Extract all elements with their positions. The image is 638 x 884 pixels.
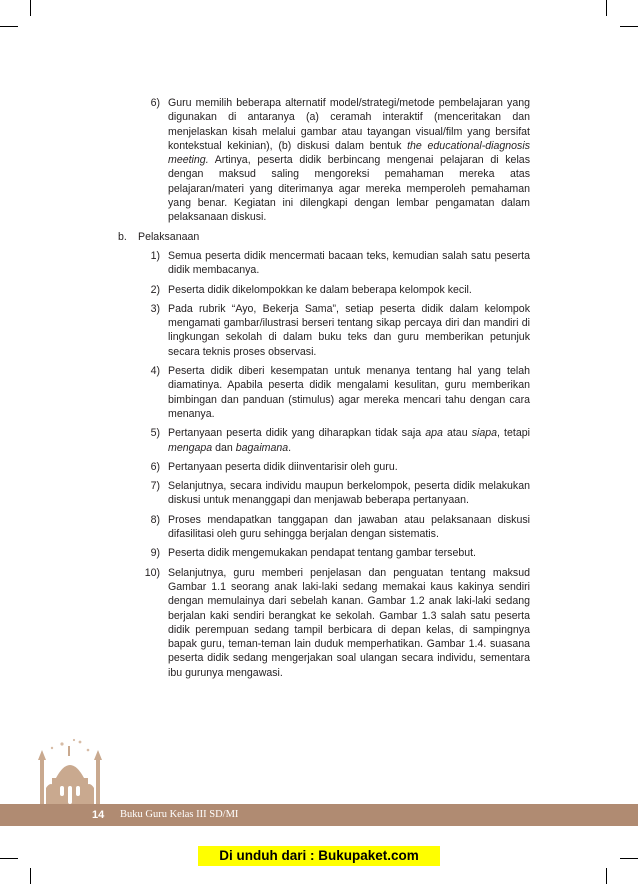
crop-mark bbox=[606, 868, 607, 884]
page-content bbox=[118, 96, 530, 685]
text-run: Semua peserta didik mencermati bacaan teks, kemudian salah satu peserta didik membacanya. bbox=[168, 249, 530, 277]
item-number: 5) bbox=[150, 427, 160, 440]
item-text bbox=[168, 364, 530, 421]
text-run: atau bbox=[442, 427, 472, 440]
text-run: Artinya, peserta didik berbincang mengenai pelajaran di kelas dengan maksud saling mengoreksi pemahaman mereka atas pelajaran/materi yang diterimanya agar mereka memperoleh pemahaman yang benar. Kegiatan ini dilengkapi dengan lembar pengamatan dalam pelaksanaan diskusi. bbox=[168, 154, 530, 224]
item-number: 3) bbox=[150, 302, 160, 315]
list-item bbox=[118, 302, 530, 359]
item-text bbox=[168, 566, 530, 680]
text-run: Selanjutnya, guru memberi penjelasan dan penguatan tentang maksud Gambar 1.1 seorang anak laki-laki sedang memakai kaus kakinya sendiri dengan memulainya dari sebelah kanan. Gambar 1.2 anak laki-laki sedang berjalan kaki sendiri berangkat ke sekolah. Gambar 1.3 salah satu peserta didik perempuan sedang tampil berbicara di depan kelas, di sampingnya bapak guru, teman-teman lain duduk memperhatikan. Gambar 1.4. suasana peserta didik sedang mengerjakan soal ulangan secara individu, sementara ibu gurunya mengawasi. bbox=[168, 566, 530, 679]
download-banner[interactable]: Di unduh dari : Bukupaket.com bbox=[198, 846, 440, 866]
item-text bbox=[168, 460, 530, 474]
text-run: Selanjutnya, secara individu maupun berkelompok, peserta didik melakukan diskusi untuk menanggapi dan menjawab beberapa pertanyaan. bbox=[168, 480, 530, 507]
item-text bbox=[168, 546, 530, 560]
mosque-icon bbox=[32, 738, 110, 804]
list-item bbox=[118, 546, 530, 560]
list-item bbox=[118, 96, 530, 225]
section-title: Pelaksanaan bbox=[138, 230, 200, 243]
crop-mark bbox=[620, 26, 638, 27]
text-run: Pada rubrik “Ayo, Bekerja Sama”, setiap peserta didik dalam kelompok mengamati gambar/ilustrasi berseri tentang sikap percaya diri dan mandiri di lingkungan sekolah di dalam buku teks dan guru memberikan petunjuk secara teknis proses observasi. bbox=[168, 302, 530, 358]
italic-text: mengapa bbox=[168, 441, 213, 454]
italic-text: the educational-diagnosis meeting. bbox=[168, 139, 530, 167]
italic-text: siapa bbox=[471, 427, 498, 440]
list-item bbox=[118, 479, 530, 508]
item-number: 6) bbox=[150, 97, 160, 109]
crop-mark bbox=[0, 858, 18, 859]
item-text bbox=[168, 283, 530, 297]
item-text bbox=[168, 302, 530, 359]
text-run: Peserta didik dikelompokkan ke dalam beberapa kelompok kecil. bbox=[168, 283, 472, 296]
section-letter: b. bbox=[118, 230, 127, 243]
list-item bbox=[118, 566, 530, 680]
item-text bbox=[168, 479, 530, 508]
item-number: 2) bbox=[150, 283, 160, 296]
text-run: . bbox=[288, 441, 292, 454]
text-run: Peserta didik mengemukakan pendapat tentang gambar tersebut. bbox=[168, 547, 477, 560]
item-text bbox=[168, 249, 530, 278]
italic-text: apa bbox=[425, 427, 443, 440]
list-item bbox=[118, 426, 530, 455]
list-item bbox=[118, 364, 530, 421]
item-text bbox=[168, 513, 530, 542]
numbered-list bbox=[118, 249, 530, 680]
list-item bbox=[118, 460, 530, 474]
item-number: 9) bbox=[150, 547, 160, 560]
text-run: , tetapi bbox=[497, 427, 530, 440]
list-item bbox=[118, 513, 530, 542]
text-run: Proses mendapatkan tanggapan dan jawaban atau pelaksanaan diskusi difasilitasi oleh guru sehingga berjalan dengan sistematis. bbox=[168, 513, 530, 541]
text-run: Pertanyaan peserta didik diinventarisir oleh guru. bbox=[168, 460, 398, 473]
crop-mark bbox=[606, 0, 607, 16]
crop-mark bbox=[30, 868, 31, 884]
item-number: 7) bbox=[150, 480, 160, 493]
numbered-list bbox=[118, 96, 530, 225]
list-item bbox=[118, 249, 530, 278]
item-number: 4) bbox=[150, 365, 160, 378]
item-number: 8) bbox=[150, 513, 160, 526]
text-run: Pertanyaan peserta didik yang diharapkan tidak saja bbox=[168, 427, 426, 440]
crop-mark bbox=[30, 0, 31, 16]
text-run: Peserta didik diberi kesempatan untuk menanya tentang hal yang telah diamatinya. Apabila peserta didik mengalami kesulitan, guru memberikan bimbingan dan panduan (stimulus) agar mereka mencari tahu dengan cara menanya. bbox=[168, 365, 530, 420]
item-number: 1) bbox=[150, 249, 160, 262]
item-number: 6) bbox=[150, 460, 160, 473]
item-number: 10) bbox=[144, 566, 160, 579]
text-run: Guru memilih beberapa alternatif model/strategi/metode pembelajaran yang digunakan di antaranya (a) ceramah interaktif (menceritakan dan menjelaskan kisah melalui gambar atau tayangan visual/film yang bersifat kontekstual kekinian), (b) diskusi dalam bentuk bbox=[168, 97, 530, 152]
section-heading bbox=[118, 230, 530, 244]
list-item bbox=[118, 283, 530, 297]
item-text bbox=[168, 96, 530, 225]
crop-mark bbox=[620, 858, 638, 859]
item-text bbox=[168, 426, 530, 455]
italic-text: bagaimana bbox=[235, 441, 289, 454]
book-title: Buku Guru Kelas III SD/MI bbox=[120, 809, 239, 820]
text-run: dan bbox=[212, 441, 236, 454]
page-number: 14 bbox=[92, 809, 105, 821]
crop-mark bbox=[0, 26, 18, 27]
